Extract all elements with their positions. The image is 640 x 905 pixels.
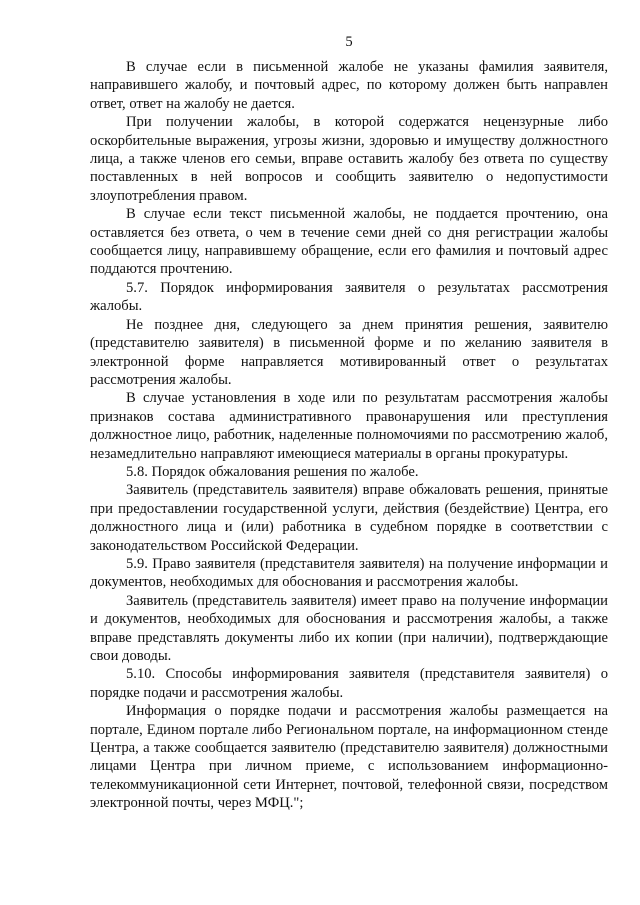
page-number: 5 bbox=[345, 34, 353, 50]
document-page bbox=[90, 0, 608, 905]
section-heading-5-8: 5.8. Порядок обжалования решения по жалобе. bbox=[126, 463, 419, 480]
paragraph: В случае если в письменной жалобе не указаны фамилия заявителя, направившего жалобу, и почтовый адрес, по которому должен быть направлен ответ, ответ на жалобу не дается. bbox=[90, 59, 608, 112]
paragraph: Не позднее дня, следующего за днем принятия решения, заявителю (представителю заявителя) в письменной форме и по желанию заявителя в электронной форме направляется мотивированный ответ о результатах рассмотрения жалобы. bbox=[90, 316, 608, 388]
paragraph: Информация о порядке подачи и рассмотрения жалобы размещается на портале, Едином портале либо Региональном портале, на информационном стенде Центра, а также сообщается заявителю (представителю заявителя) должностными лицами Центра при личном приеме, с использованием информационно-телекоммуникационной сети Интернет, почтовой, телефонной связи, посредством электронной почты, через МФЦ."; bbox=[90, 703, 608, 812]
paragraph: Заявитель (представитель заявителя) вправе обжаловать решения, принятые при предоставлении государственной услуги, действия (бездействие) Центра, его должностного лица и (или) работника в судебном порядке в соответствии с законодательством Российской Федерации. bbox=[90, 482, 608, 554]
section-heading-5-10: 5.10. Способы информирования заявителя (представителя заявителя) о порядке подачи и рассмотрения жалобы. bbox=[90, 666, 608, 701]
section-heading-5-9: 5.9. Право заявителя (представителя заявителя) на получение информации и документов, необходимых для обоснования и рассмотрения жалобы. bbox=[90, 555, 608, 591]
paragraph: В случае если текст письменной жалобы, не поддается прочтению, она оставляется без ответа, о чем в течение семи дней со дня регистрации жалобы сообщается лицу, направившему обращение, если его фамилия и почтовый адрес поддаются прочтению. bbox=[90, 206, 608, 278]
paragraph: При получении жалобы, в которой содержатся нецензурные либо оскорбительные выражения, угрозы жизни, здоровью и имуществу должностного лица, а также членов его семьи, вправе оставить жалобу без ответа по существу поставленных в ней вопросов и сообщить заявителю о недопустимости злоупотребления правом. bbox=[90, 114, 608, 204]
paragraph: В случае установления в ходе или по результатам рассмотрения жалобы признаков состава административного правонарушения или преступления должностное лицо, работник, наделенные полномочиями по рассмотрению жалоб, незамедлительно направляют имеющиеся материалы в органы прокуратуры. bbox=[90, 390, 608, 462]
section-heading-5-7: 5.7. Порядок информирования заявителя о результатах рассмотрения жалобы. bbox=[90, 279, 608, 315]
document-body bbox=[90, 58, 608, 813]
paragraph: Заявитель (представитель заявителя) имеет право на получение информации и документов, необходимых для обоснования и рассмотрения жалобы, а также вправе представлять документы либо их копии (при наличии), подтверждающие свои доводы. bbox=[90, 592, 608, 664]
